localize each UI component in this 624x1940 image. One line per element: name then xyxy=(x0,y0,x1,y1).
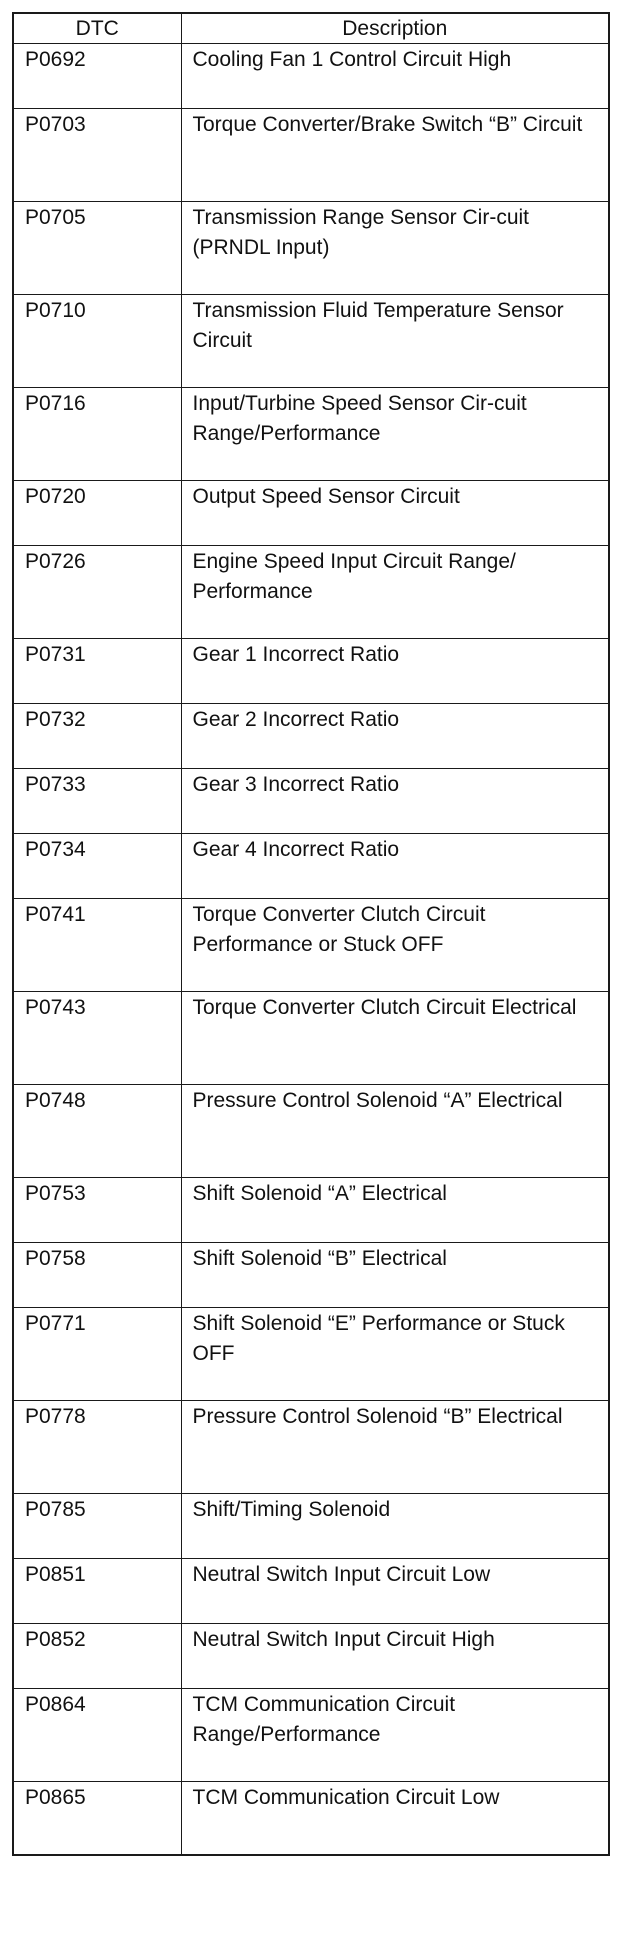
table-row xyxy=(13,899,609,992)
dtc-code-cell: P0733 xyxy=(13,769,181,834)
dtc-description-cell: Shift Solenoid “E” Performance or Stuck OFF xyxy=(181,1308,609,1401)
dtc-code-cell: P0710 xyxy=(13,295,181,388)
dtc-description-cell: Engine Speed Input Circuit Range/ Performance xyxy=(181,546,609,639)
table-row xyxy=(13,1178,609,1243)
dtc-code-cell: P0753 xyxy=(13,1178,181,1243)
dtc-code-cell: P0852 xyxy=(13,1624,181,1689)
dtc-code-cell: P0731 xyxy=(13,639,181,704)
table-row xyxy=(13,388,609,481)
table-row xyxy=(13,1624,609,1689)
column-header-dtc: DTC xyxy=(13,13,181,44)
dtc-code-cell: P0748 xyxy=(13,1085,181,1178)
dtc-code-cell: P0692 xyxy=(13,44,181,109)
dtc-code-cell: P0734 xyxy=(13,834,181,899)
dtc-description-cell: Cooling Fan 1 Control Circuit High xyxy=(181,44,609,109)
table-row xyxy=(13,1782,609,1856)
dtc-code-cell: P0703 xyxy=(13,109,181,202)
table-row xyxy=(13,1494,609,1559)
dtc-code-cell: P0865 xyxy=(13,1782,181,1856)
table-body xyxy=(13,44,609,1856)
dtc-description-cell: Pressure Control Solenoid “A” Electrical xyxy=(181,1085,609,1178)
table-row xyxy=(13,1308,609,1401)
table-row xyxy=(13,481,609,546)
dtc-description-cell: Neutral Switch Input Circuit High xyxy=(181,1624,609,1689)
table-row xyxy=(13,1559,609,1624)
dtc-code-cell: P0716 xyxy=(13,388,181,481)
dtc-code-cell: P0778 xyxy=(13,1401,181,1494)
dtc-table xyxy=(12,12,610,1856)
table-row xyxy=(13,834,609,899)
table-row xyxy=(13,769,609,834)
dtc-description-cell: Torque Converter/Brake Switch “B” Circuit xyxy=(181,109,609,202)
dtc-description-cell: TCM Communication Circuit Range/Performance xyxy=(181,1689,609,1782)
dtc-description-cell: Output Speed Sensor Circuit xyxy=(181,481,609,546)
table-row xyxy=(13,1085,609,1178)
dtc-description-cell: TCM Communication Circuit Low xyxy=(181,1782,609,1856)
table-row xyxy=(13,1243,609,1308)
dtc-description-cell: Torque Converter Clutch Circuit Performance or Stuck OFF xyxy=(181,899,609,992)
dtc-code-cell: P0705 xyxy=(13,202,181,295)
table-row xyxy=(13,1401,609,1494)
dtc-code-cell: P0864 xyxy=(13,1689,181,1782)
table-row xyxy=(13,109,609,202)
column-header-description: Description xyxy=(181,13,609,44)
dtc-description-cell: Shift Solenoid “B” Electrical xyxy=(181,1243,609,1308)
dtc-description-cell: Gear 2 Incorrect Ratio xyxy=(181,704,609,769)
dtc-description-cell: Gear 1 Incorrect Ratio xyxy=(181,639,609,704)
header-row xyxy=(13,13,609,44)
table-row xyxy=(13,295,609,388)
table-row xyxy=(13,639,609,704)
dtc-description-cell: Gear 3 Incorrect Ratio xyxy=(181,769,609,834)
table-row xyxy=(13,1689,609,1782)
dtc-description-cell: Shift Solenoid “A” Electrical xyxy=(181,1178,609,1243)
dtc-code-cell: P0741 xyxy=(13,899,181,992)
dtc-code-cell: P0720 xyxy=(13,481,181,546)
table-row xyxy=(13,44,609,109)
dtc-code-cell: P0771 xyxy=(13,1308,181,1401)
table-row xyxy=(13,992,609,1085)
dtc-description-cell: Pressure Control Solenoid “B” Electrical xyxy=(181,1401,609,1494)
table-row xyxy=(13,704,609,769)
dtc-description-cell: Transmission Fluid Temperature Sensor Circuit xyxy=(181,295,609,388)
dtc-code-cell: P0726 xyxy=(13,546,181,639)
table-row xyxy=(13,546,609,639)
dtc-description-cell: Gear 4 Incorrect Ratio xyxy=(181,834,609,899)
dtc-description-cell: Neutral Switch Input Circuit Low xyxy=(181,1559,609,1624)
dtc-code-cell: P0758 xyxy=(13,1243,181,1308)
dtc-description-cell: Shift/Timing Solenoid xyxy=(181,1494,609,1559)
dtc-description-cell: Input/Turbine Speed Sensor Cir-cuit Range/Performance xyxy=(181,388,609,481)
table-header xyxy=(13,13,609,44)
table-row xyxy=(13,202,609,295)
dtc-description-cell: Torque Converter Clutch Circuit Electrical xyxy=(181,992,609,1085)
dtc-code-cell: P0851 xyxy=(13,1559,181,1624)
dtc-code-cell: P0785 xyxy=(13,1494,181,1559)
dtc-description-cell: Transmission Range Sensor Cir-cuit (PRNDL Input) xyxy=(181,202,609,295)
dtc-code-cell: P0732 xyxy=(13,704,181,769)
dtc-code-cell: P0743 xyxy=(13,992,181,1085)
